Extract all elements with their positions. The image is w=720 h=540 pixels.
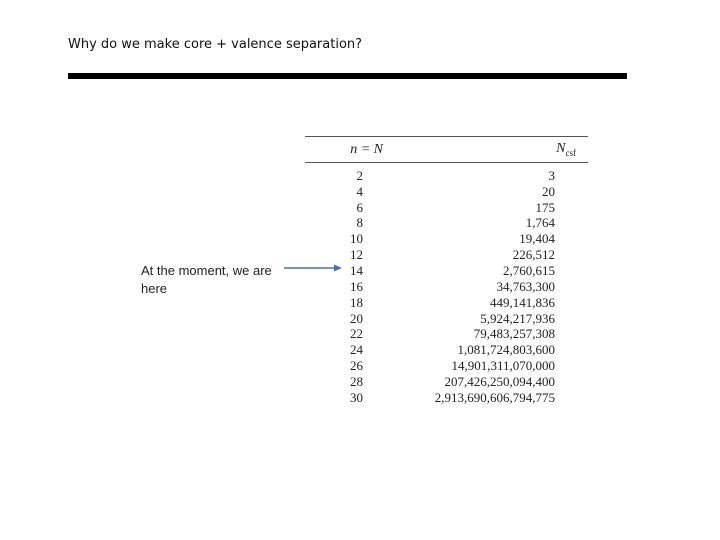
cell-ncsf: 20 xyxy=(542,183,555,199)
cell-n: 12 xyxy=(350,247,363,263)
table-body xyxy=(305,168,588,406)
table-row xyxy=(305,358,588,374)
cell-n: 30 xyxy=(350,389,363,405)
cell-n: 24 xyxy=(350,342,363,358)
cell-n: 18 xyxy=(350,294,363,310)
cell-ncsf: 5,924,217,936 xyxy=(480,310,555,326)
table-row xyxy=(305,342,588,358)
cell-ncsf: 449,141,836 xyxy=(490,294,555,310)
table-row xyxy=(305,231,588,247)
csf-table xyxy=(305,136,588,406)
cell-n: 28 xyxy=(350,373,363,389)
cell-n: 16 xyxy=(350,278,363,294)
table-row xyxy=(305,247,588,263)
cell-n: 8 xyxy=(356,215,363,231)
table-row xyxy=(305,216,588,232)
table-row xyxy=(305,374,588,390)
table-row xyxy=(305,200,588,216)
cell-ncsf: 19,404 xyxy=(519,231,555,247)
cell-n: 4 xyxy=(356,183,363,199)
table-row xyxy=(305,311,588,327)
slide-title: Why do we make core + valence separation? xyxy=(68,37,363,52)
table-row xyxy=(305,168,588,184)
cell-ncsf: 1,764 xyxy=(525,215,555,231)
cell-ncsf: 226,512 xyxy=(512,247,555,263)
table-header xyxy=(305,137,588,162)
cell-n: 6 xyxy=(356,199,363,215)
cell-n: 14 xyxy=(350,262,363,278)
cell-ncsf: 34,763,300 xyxy=(496,278,555,294)
table-row xyxy=(305,184,588,200)
table-header-rule xyxy=(305,162,588,163)
cell-ncsf: 175 xyxy=(535,199,555,215)
cell-n: 22 xyxy=(350,326,363,342)
title-divider xyxy=(68,73,627,79)
header-n: n = N xyxy=(350,141,383,157)
cell-n: 2 xyxy=(356,167,363,183)
cell-n: 20 xyxy=(350,310,363,326)
cell-ncsf: 79,483,257,308 xyxy=(473,326,555,342)
table-row xyxy=(305,390,588,406)
cell-ncsf: 2,760,615 xyxy=(503,262,555,278)
annotation-text: At the moment, we are here xyxy=(141,263,272,296)
table-row xyxy=(305,263,588,279)
cell-ncsf: 3 xyxy=(548,167,555,183)
table-row xyxy=(305,295,588,311)
cell-n: 26 xyxy=(350,358,363,374)
header-ncsf-sub: csf xyxy=(565,147,576,158)
table-row xyxy=(305,326,588,342)
table-row xyxy=(305,279,588,295)
cell-ncsf: 14,901,311,070,000 xyxy=(451,358,555,374)
cell-n: 10 xyxy=(350,231,363,247)
cell-ncsf: 2,913,690,606,794,775 xyxy=(434,389,555,405)
cell-ncsf: 1,081,724,803,600 xyxy=(457,342,555,358)
cell-ncsf: 207,426,250,094,400 xyxy=(444,373,555,389)
header-ncsf-main: N xyxy=(556,141,566,157)
header-ncsf xyxy=(383,141,576,158)
